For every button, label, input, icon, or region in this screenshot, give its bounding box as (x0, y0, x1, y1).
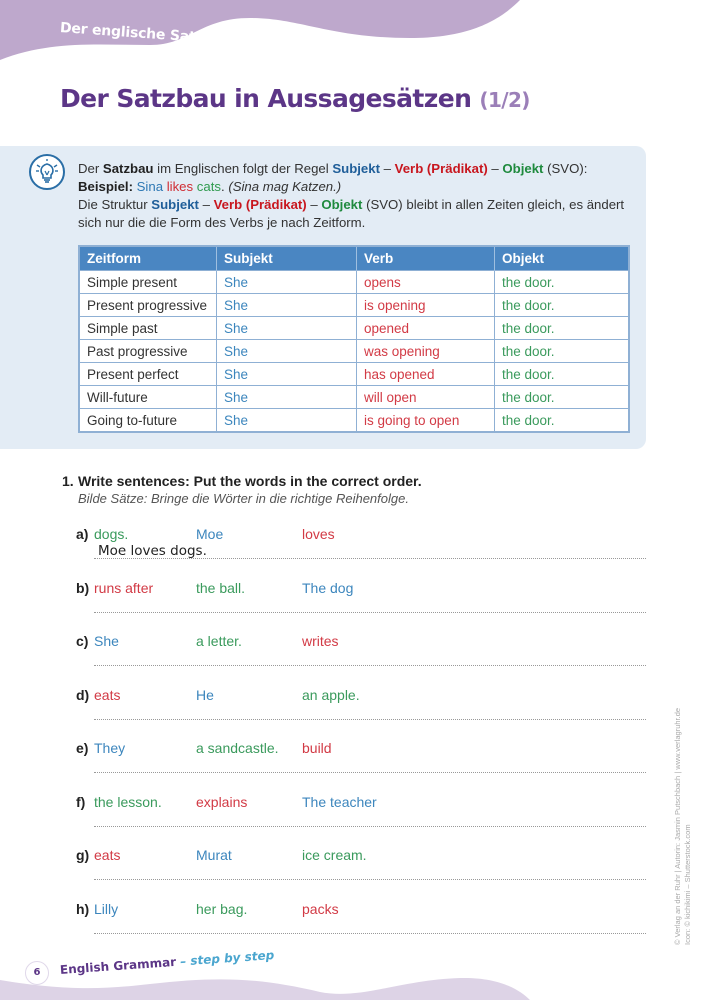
header-zeitform: Zeitform (79, 246, 217, 271)
word-object: a letter. (196, 633, 242, 649)
footer-wave-decoration (0, 950, 707, 1000)
exercise-label: c) (76, 633, 89, 649)
exercise-e (76, 740, 646, 794)
verb: is going to open (357, 409, 495, 433)
subject: She (217, 363, 357, 386)
word-verb: eats (94, 687, 121, 703)
table-row (79, 363, 629, 386)
header-verb: Verb (357, 246, 495, 271)
header-subjekt: Subjekt (217, 246, 357, 271)
example-label: Beispiel: (78, 179, 133, 194)
structure-line (78, 196, 638, 232)
tense: Going to-future (79, 409, 217, 433)
rule-line (78, 160, 638, 178)
word-object: her bag. (196, 901, 248, 917)
answer-line[interactable] (94, 879, 646, 880)
text: Der (78, 161, 103, 176)
page-number: 6 (25, 961, 49, 985)
word-verb: packs (302, 901, 339, 917)
page-title-main: Der Satzbau in Aussagesätzen (60, 84, 472, 113)
word-verb: writes (302, 633, 339, 649)
brand-name: English Grammar (59, 954, 177, 977)
lightbulb-icon (28, 153, 66, 191)
page-title (60, 84, 530, 113)
term-verb: Verb (Prädikat) (394, 161, 488, 176)
example-line (78, 178, 638, 196)
subject: She (217, 294, 357, 317)
term-satzbau: Satzbau (102, 161, 154, 176)
exercise-d (76, 687, 646, 741)
tense: Will-future (79, 386, 217, 409)
task-subtitle: Bilde Sätze: Bringe die Wörter in die richtige Reihenfolge. (78, 491, 409, 506)
section-label: Der englische Satzbau (59, 20, 233, 49)
subject: She (217, 386, 357, 409)
task-number: 1. (62, 473, 74, 489)
exercise-h (76, 901, 646, 955)
text: (SVO) bleibt in allen Zeiten gleich, es ändert sich nur die die Form des Verbs je nach Zeitform. (78, 197, 625, 230)
object: the door. (495, 317, 630, 340)
term-subject: Subjekt (151, 197, 199, 212)
word-verb: loves (302, 526, 335, 542)
answer-line[interactable] (94, 665, 646, 666)
exercise-b (76, 580, 646, 634)
word-subject: They (94, 740, 126, 756)
verb: has opened (357, 363, 495, 386)
text: im Englischen folgt der Regel (153, 161, 333, 176)
table-row (79, 294, 629, 317)
separator: – (487, 161, 503, 176)
tense: Simple present (79, 271, 217, 294)
word-verb: runs after (94, 580, 154, 596)
header-objekt: Objekt (495, 246, 630, 271)
word-object: the ball. (196, 580, 246, 596)
intro-text (78, 160, 638, 232)
example-translation: (Sina mag Katzen.) (228, 179, 342, 194)
term-subject: Subjekt (332, 161, 380, 176)
word-subject: Moe (196, 526, 224, 542)
exercise-a (76, 526, 646, 580)
exercise-label: d) (76, 687, 90, 703)
table-row (79, 317, 629, 340)
answer-line[interactable] (94, 612, 646, 613)
answer-line[interactable] (94, 826, 646, 827)
table-row (79, 409, 629, 433)
answer-line[interactable] (94, 772, 646, 773)
copyright-notice (673, 708, 693, 945)
verb: will open (357, 386, 495, 409)
example-object: cats (196, 179, 221, 194)
copyright-line-1: © Verlag an der Ruhr | Autorin: Jasmin Putschbach | www.verlagruhr.de (673, 707, 682, 945)
table-row (79, 340, 629, 363)
object: the door. (495, 294, 630, 317)
table-row (79, 271, 629, 294)
answer-line[interactable] (94, 719, 646, 720)
subject: She (217, 340, 357, 363)
exercise-label: a) (76, 526, 89, 542)
word-object: ice cream. (302, 847, 367, 863)
exercise-label: f) (76, 794, 86, 810)
task-title: Write sentences: Put the words in the correct order. (78, 473, 422, 489)
tense: Present perfect (79, 363, 217, 386)
object: the door. (495, 409, 630, 433)
copyright-line-2: Icon: © kichikimi – Shutterstock.com (683, 824, 692, 945)
separator: – (198, 197, 214, 212)
word-object: a sandcastle. (196, 740, 279, 756)
subject: She (217, 271, 357, 294)
text: . (220, 179, 225, 194)
exercise-g (76, 847, 646, 901)
object: the door. (495, 340, 630, 363)
word-verb: eats (94, 847, 121, 863)
example-subject: Sina (136, 179, 164, 194)
exercise-f (76, 794, 646, 848)
separator: – (379, 161, 395, 176)
object: the door. (495, 271, 630, 294)
table-row (79, 386, 629, 409)
term-verb: Verb (Prädikat) (213, 197, 307, 212)
object: the door. (495, 386, 630, 409)
exercise-label: b) (76, 580, 90, 596)
word-object: an apple. (302, 687, 360, 703)
answer-line[interactable] (94, 933, 646, 934)
word-subject: She (94, 633, 119, 649)
word-subject: The dog (302, 580, 354, 596)
exercise-label: h) (76, 901, 90, 917)
verb: is opening (357, 294, 495, 317)
word-verb: explains (196, 794, 248, 810)
text: Die Struktur (78, 197, 152, 212)
word-subject: He (196, 687, 214, 703)
tense-table (78, 245, 630, 433)
tense: Past progressive (79, 340, 217, 363)
verb: opens (357, 271, 495, 294)
page-title-part: (1/2) (479, 88, 530, 112)
subject: She (217, 409, 357, 433)
answer-line[interactable] (94, 558, 646, 559)
verb: was opening (357, 340, 495, 363)
word-object: the lesson. (94, 794, 162, 810)
word-subject: Lilly (94, 901, 119, 917)
subject: She (217, 317, 357, 340)
example-verb: likes (166, 179, 194, 194)
exercise-label: e) (76, 740, 89, 756)
word-verb: build (302, 740, 332, 756)
exercise-c (76, 633, 646, 687)
word-subject: The teacher (302, 794, 377, 810)
text: (SVO): (543, 161, 588, 176)
object: the door. (495, 363, 630, 386)
brand-tagline: – step by step (175, 948, 275, 969)
separator: – (306, 197, 322, 212)
word-subject: Murat (196, 847, 232, 863)
table-header-row (79, 246, 629, 271)
verb: opened (357, 317, 495, 340)
tense: Present progressive (79, 294, 217, 317)
term-object: Objekt (502, 161, 544, 176)
word-object: dogs. (94, 526, 129, 542)
answer-text: Moe loves dogs. (98, 543, 207, 559)
exercise-label: g) (76, 847, 90, 863)
term-object: Objekt (321, 197, 363, 212)
tense: Simple past (79, 317, 217, 340)
